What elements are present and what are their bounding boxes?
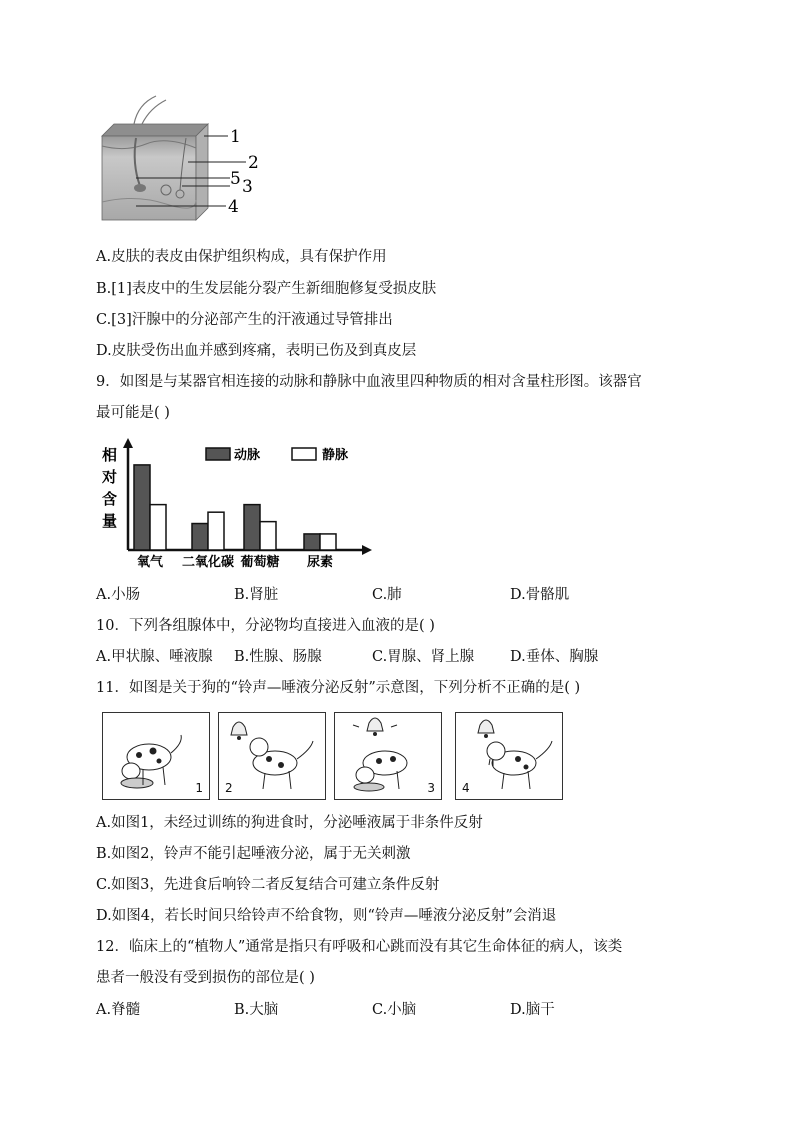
bar-二氧化碳-动脉	[192, 524, 208, 550]
q9-option-b: B.肾脏	[234, 587, 279, 603]
bar-氧气-动脉	[134, 465, 150, 550]
bar-葡萄糖-静脉	[260, 522, 276, 550]
y-axis-label-char: 相	[102, 446, 118, 464]
q9-stem-line2: 最可能是( )	[96, 405, 170, 421]
skin-label-5: 5	[230, 169, 241, 189]
q10-stem: 10．下列各组腺体中，分泌物均直接进入血液的是( )	[96, 618, 435, 634]
q11-option-c: C.如图3，先进食后响铃二者反复结合可建立条件反射	[96, 877, 440, 893]
skin-label-2: 2	[248, 153, 259, 173]
q9-option-a: A.小肠	[96, 587, 141, 603]
panel-number-2: 2	[225, 781, 233, 795]
q8-option-c: C.[3]汗腺中的分泌部产生的汗液通过导管排出	[96, 312, 393, 328]
q12-stem-line1: 12．临床上的“植物人”通常是指只有呼吸和心跳而没有其它生命体征的病人，该类	[96, 939, 623, 955]
q10-option-a: A.甲状腺、唾液腺	[96, 649, 213, 665]
skin-label-3: 3	[242, 177, 253, 197]
bar-尿素-动脉	[304, 534, 320, 550]
q10-option-d: D.垂体、胸腺	[510, 649, 599, 665]
q10-option-c: C.胃腺、肾上腺	[372, 649, 475, 665]
q12-option-b: B.大脑	[234, 1002, 279, 1018]
dog-eating-bell-illustration	[335, 713, 441, 799]
q12-option-d: D.脑干	[510, 1002, 555, 1018]
q9-stem-line1: 9．如图是与某器官相连接的动脉和静脉中血液里四种物质的相对含量柱形图。该器官	[96, 374, 642, 390]
skin-label-4: 4	[228, 197, 239, 217]
q10-option-b: B.性腺、肠腺	[234, 649, 322, 665]
chart-y-axis-label	[101, 446, 117, 530]
bar-葡萄糖-动脉	[244, 505, 260, 550]
q9-option-c: C.肺	[372, 587, 402, 603]
x-tick-label: 尿素	[306, 555, 334, 570]
q12-option-c: C.小脑	[372, 1002, 417, 1018]
panel-number-4: 4	[462, 781, 470, 795]
q11-option-a: A.如图1，未经过训练的狗进食时，分泌唾液属于非条件反射	[96, 815, 483, 831]
q11-stem: 11．如图是关于狗的“铃声—唾液分泌反射”示意图，下列分析不正确的是( )	[96, 680, 581, 696]
y-axis-label-char: 量	[102, 512, 118, 530]
q8-option-a: A.皮肤的表皮由保护组织构成，具有保护作用	[96, 249, 387, 265]
dog-panel-3	[334, 712, 442, 800]
y-axis-label-char: 含	[102, 490, 118, 508]
bar-二氧化碳-静脉	[208, 512, 224, 550]
x-tick-label: 二氧化碳	[181, 555, 235, 570]
panel-number-1: 1	[195, 781, 203, 795]
blood-substance-bar-chart	[96, 436, 376, 572]
chart-legend	[206, 447, 349, 463]
legend-swatch-vein	[292, 448, 316, 460]
q11-option-d: D.如图4，若长时间只给铃声不给食物，则“铃声—唾液分泌反射”会消退	[96, 908, 557, 924]
q12-stem-line2: 患者一般没有受到损伤的部位是( )	[96, 970, 315, 986]
x-tick-label: 葡萄糖	[240, 555, 280, 570]
dog-panel-2	[218, 712, 326, 800]
bar-尿素-静脉	[320, 534, 336, 550]
panel-number-3: 3	[427, 781, 435, 795]
q8-option-b: B.[1]表皮中的生发层能分裂产生新细胞修复受损皮肤	[96, 281, 437, 297]
legend-label-vein: 静脉	[322, 448, 349, 463]
skin-label-1: 1	[230, 127, 241, 147]
q9-option-d: D.骨骼肌	[510, 587, 570, 603]
q12-option-a: A.脊髓	[96, 1002, 141, 1018]
dog-bell-illustration	[219, 713, 325, 799]
dog-panel-4	[455, 712, 563, 800]
q8-option-d: D.皮肤受伤出血并感到疼痛，表明已伤及到真皮层	[96, 343, 417, 359]
bar-氧气-静脉	[150, 505, 166, 550]
skin-structure-figure	[96, 94, 266, 234]
x-tick-label: 氧气	[136, 555, 164, 570]
q11-option-b: B.如图2，铃声不能引起唾液分泌，属于无关刺激	[96, 846, 411, 862]
dog-eating-illustration	[103, 713, 209, 799]
legend-label-artery: 动脉	[234, 448, 261, 463]
legend-swatch-artery	[206, 448, 230, 460]
dog-panel-1	[102, 712, 210, 800]
dog-bell-salivating-illustration	[456, 713, 562, 799]
y-axis-label-char: 对	[102, 468, 118, 486]
